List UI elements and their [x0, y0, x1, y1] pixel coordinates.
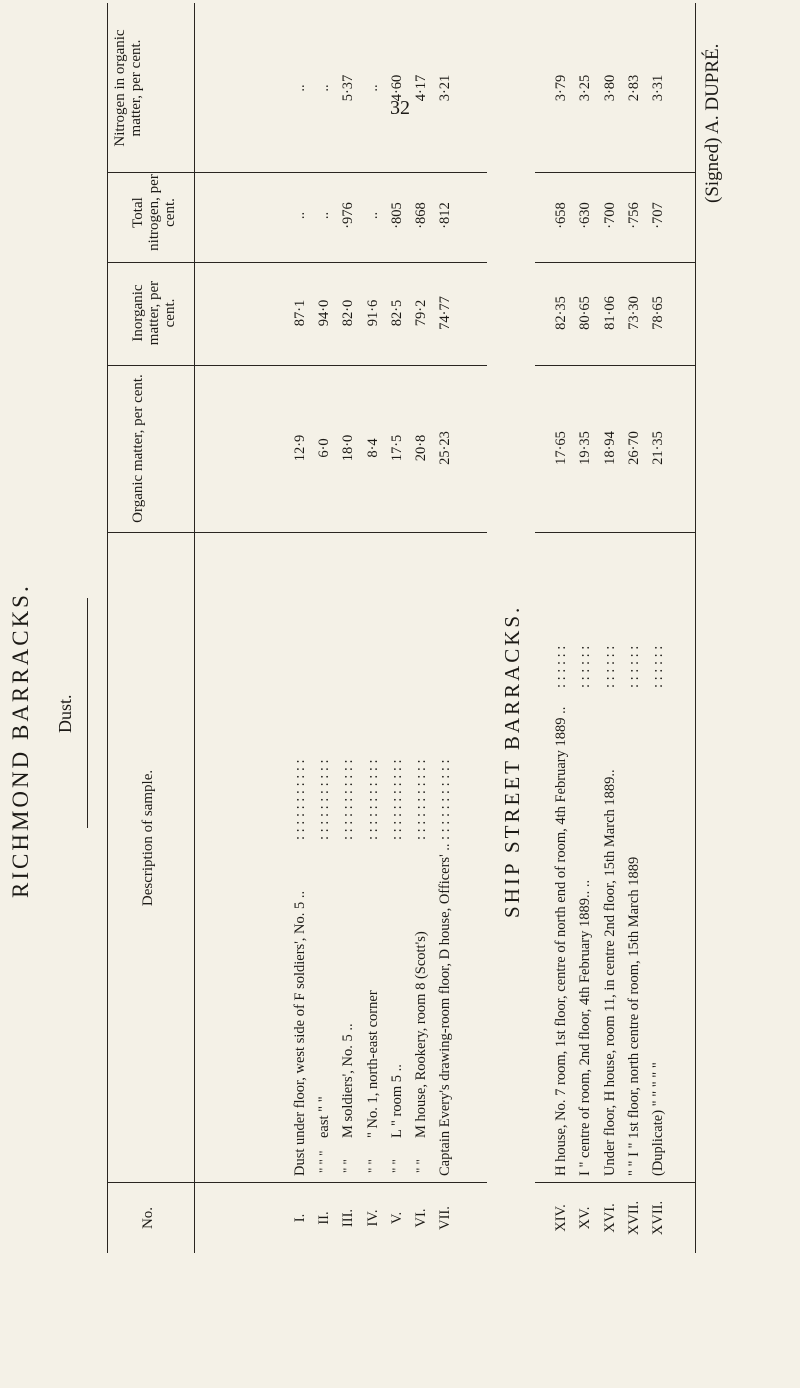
organic-value: 25·23 [437, 431, 454, 465]
total-nitrogen-value: ·658 [553, 202, 569, 229]
col-rule-4 [107, 532, 487, 533]
dot-leader: : : : : : : [650, 645, 667, 688]
header-inorganic: Inorganic matter, per cent. [130, 280, 178, 346]
inorganic-value: 91·6 [364, 299, 381, 327]
dot-leader: : : : : : : : : : : : [413, 759, 429, 840]
total-nitrogen-value: ·756 [625, 202, 642, 229]
organic-value: 18·94 [601, 431, 618, 465]
ditto-marks: " " [413, 1159, 428, 1173]
total-nitrogen-value: ·805 [388, 202, 405, 229]
inorganic-value: 80·65 [577, 296, 594, 330]
row-description: " " I " 1st floor, north centre of room, 15th March 1889 [625, 856, 642, 1176]
dot-leader: : : : : : : : : : : : [388, 759, 405, 840]
col-rule-2b [535, 262, 695, 263]
inorganic-value: 81·06 [601, 296, 618, 330]
nitrogen-organic-value: 2·83 [625, 74, 642, 102]
ditto-marks: " " [388, 1159, 404, 1173]
subtitle-rule [87, 598, 88, 828]
page-number: 32 [390, 97, 410, 119]
row-description: M house, Rookery, room 8 (Scott's) [413, 931, 429, 1138]
row-number: IV. [364, 1209, 381, 1227]
table-top-rule [107, 3, 108, 1253]
organic-value: 12·9 [292, 434, 308, 462]
total-nitrogen-value: ·868 [413, 202, 429, 229]
inorganic-value: 79·2 [413, 299, 429, 327]
row-number: I. [292, 1213, 308, 1223]
dot-leader: : : : : : : : : : : : [292, 759, 308, 840]
dot-leader: : : : : : : [577, 645, 594, 688]
row-number: XVI. [601, 1203, 618, 1233]
nitrogen-organic-value: 3·80 [601, 74, 618, 102]
organic-value: 18·0 [340, 434, 357, 462]
row-number: III. [340, 1208, 357, 1228]
row-number: XIV. [553, 1204, 569, 1232]
total-nitrogen-value: .. [316, 211, 333, 220]
col-rule-1b [535, 172, 695, 173]
header-organic: Organic matter, per cent. [130, 374, 146, 523]
row-number: XVII. [650, 1200, 667, 1236]
inorganic-value: 82·0 [340, 299, 357, 327]
nitrogen-organic-value: 4·17 [413, 74, 429, 102]
header-no: No. [140, 1206, 156, 1230]
total-nitrogen-value: ·976 [340, 202, 357, 229]
row-number: V. [388, 1211, 405, 1225]
total-nitrogen-value: ·630 [577, 202, 594, 229]
dot-leader: : : : : : : : : : : : [316, 759, 333, 840]
row-description: H house, No. 7 room, 1st floor, centre of north end of room, 4th February 1889 .. [553, 706, 569, 1176]
row-description: L " room 5 .. [388, 1064, 405, 1138]
ship-street-heading: SHIP STREET BARRACKS. [500, 604, 524, 918]
total-nitrogen-value: .. [364, 211, 381, 220]
inorganic-value: 82·35 [553, 296, 569, 330]
row-description: " No. 1, north-east corner [364, 990, 381, 1138]
signature: (Signed) A. DUPRÉ. [702, 43, 723, 203]
col-rule-3 [107, 365, 487, 366]
inorganic-value: 74·77 [437, 296, 454, 330]
organic-value: 17·65 [553, 431, 569, 465]
nitrogen-organic-value: .. [364, 84, 381, 92]
dot-leader: : : : : : : [601, 645, 618, 688]
row-number: XV. [577, 1206, 594, 1230]
total-nitrogen-value: ·707 [650, 202, 667, 229]
dot-leader: : : : : : : : : : : : [437, 759, 454, 840]
header-total-nitrogen: Total nitrogen, per cent. [130, 174, 178, 251]
row-description: Captain Every's drawing-room floor, D house, Officers' .. [437, 843, 454, 1176]
nitrogen-organic-value: 3·31 [650, 74, 667, 102]
nitrogen-organic-value: .. [316, 84, 333, 92]
col-rule-2 [107, 262, 487, 263]
organic-value: 26·70 [625, 431, 642, 465]
organic-value: 21·35 [650, 431, 667, 465]
row-description: east " " [316, 1096, 333, 1138]
total-nitrogen-value: ·812 [437, 202, 454, 229]
ditto-marks: " " [364, 1159, 380, 1173]
dot-leader: : : : : : : : : : : : [340, 759, 357, 840]
header-nitrogen-organic: Nitrogen in organic matter, per cent. [112, 29, 144, 147]
nitrogen-organic-value: .. [292, 84, 308, 92]
inorganic-value: 82·5 [388, 299, 405, 327]
table-bottom-rule [695, 3, 696, 1253]
inorganic-value: 78·65 [650, 296, 667, 330]
header-description: Description of sample. [140, 769, 156, 907]
row-number: II. [316, 1211, 333, 1225]
row-description: Dust under floor, west side of F soldiers', No. 5 .. [292, 890, 308, 1176]
nitrogen-organic-value: 3·21 [437, 74, 454, 102]
table-subtitle: Dust. [55, 694, 75, 733]
ditto-marks: " " " [316, 1150, 332, 1173]
dot-leader: : : : : : : : : : : : [364, 759, 381, 840]
nitrogen-organic-value: 3·25 [577, 74, 594, 102]
total-nitrogen-value: .. [292, 211, 308, 220]
inorganic-value: 94·0 [316, 299, 333, 327]
row-description: M soldiers', No. 5 .. [340, 1023, 357, 1138]
row-description: Under floor, H house, room 11, in centre 2nd floor, 15th March 1889.. [601, 769, 618, 1176]
dot-leader: : : : : : : [553, 645, 569, 688]
col-rule-5b [535, 1182, 695, 1183]
organic-value: 17·5 [388, 434, 405, 462]
row-description: I " centre of room, 2nd floor, 4th February 1889.. .. [577, 879, 594, 1176]
row-number: VI. [413, 1208, 429, 1228]
dot-leader: : : : : : : [625, 645, 642, 688]
col-rule-3b [535, 365, 695, 366]
nitrogen-organic-value: 4·60 [388, 74, 405, 102]
table-title: RICHMOND BARRACKS. [8, 583, 33, 898]
ditto-marks: " " [340, 1159, 356, 1173]
inorganic-value: 87·1 [292, 299, 308, 327]
organic-value: 6·0 [316, 438, 333, 458]
row-number: XVII. [625, 1200, 642, 1236]
organic-value: 20·8 [413, 434, 429, 462]
nitrogen-organic-value: 3·79 [553, 74, 569, 102]
row-number: VII. [437, 1206, 454, 1230]
organic-value: 8·4 [364, 438, 381, 458]
inorganic-value: 73·30 [625, 296, 642, 330]
col-rule-4b [535, 532, 695, 533]
nitrogen-organic-value: 5·37 [340, 74, 357, 102]
organic-value: 19·35 [577, 431, 594, 465]
header-rule [194, 3, 195, 1253]
total-nitrogen-value: ·700 [601, 202, 618, 229]
col-rule-5 [107, 1182, 487, 1183]
row-description: (Duplicate) " " " " " [650, 1062, 667, 1176]
